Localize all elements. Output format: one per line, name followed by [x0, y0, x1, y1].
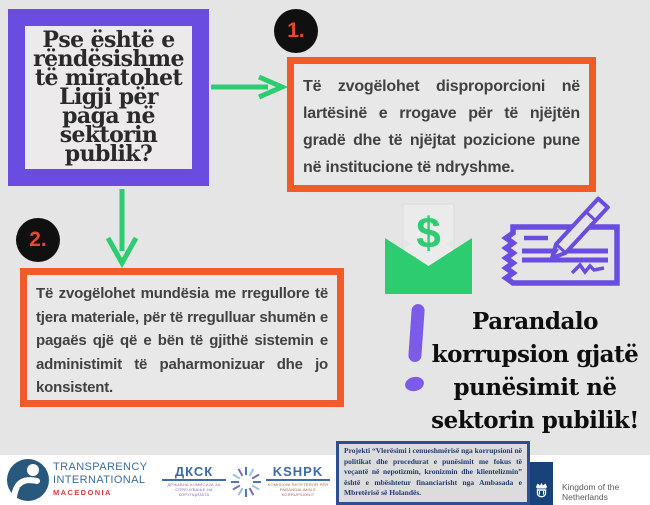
arrow-right-icon [210, 74, 290, 100]
title-line: sektorin [59, 122, 158, 148]
kshpk-latin-block [266, 465, 330, 497]
callout-message [425, 305, 645, 437]
title-line: rëndësishme [33, 46, 184, 72]
dksk-subtitle: ДРЖАВНА КОМИСИЈА ЗА СПРЕЧУВАЊЕ НА КОРУПЦИЈАТА [167, 482, 221, 497]
project-note-box [336, 441, 530, 505]
number-badge-1 [274, 9, 318, 53]
reason-box-2 [20, 268, 344, 407]
starburst-icon [229, 465, 263, 499]
anti-corruption-commission-logo [162, 465, 330, 499]
callout-line: korrupsion gjatë [431, 341, 639, 368]
netherlands-emblem-banner [530, 462, 553, 505]
title-line: paga në [62, 103, 155, 129]
transparency-international-logo-icon [6, 458, 50, 502]
check-signing-icon [500, 196, 625, 291]
number-badge-2 [16, 218, 60, 262]
money-envelope-icon [383, 202, 475, 296]
dksk-acronym: ДКСК [162, 465, 226, 481]
ti-name-line: TRANSPARENCY [53, 461, 148, 473]
reason-box-1 [287, 57, 596, 192]
netherlands-coat-of-arms-icon [533, 482, 550, 499]
badge-number: 2. [29, 228, 47, 251]
project-note-text: Projekti “Vlerësimi i cenueshmërisë nga korrupsioni në politikat dhe procedurat e punësimit me fokus të veçantë në nepotizmin, kronizmin dhe klientelizmin” është e mbështetur financiarisht nga Ambasada e Mbretërisë së Holandës. [344, 446, 522, 498]
reason-2-text: Të zvogëlohet mundësia me rregullore të tjera materiale, për të rregulluar shumën e pagaës qjë që e bën të gjithë sistemin e administimit të paharmonizuar dhe jo konsistent. [36, 285, 328, 396]
callout-line: sektorin pubilik! [431, 407, 639, 434]
dksk-cyrillic-block [162, 465, 226, 497]
callout-line: punësimit në [453, 374, 617, 401]
reason-1-text: Të zvogëlohet disproporcioni në lartësinë e rrogave për të njëjtën gradë dhe të njëjtat pozicione pune në institucione të ndryshme. [303, 78, 580, 176]
title-line: Ligji për [59, 84, 158, 110]
arrow-down-icon [105, 189, 139, 269]
badge-number: 1. [287, 19, 305, 42]
ti-name-line: INTERNATIONAL [53, 474, 146, 486]
exclamation-icon [408, 304, 425, 363]
title-line: Pse është e [42, 27, 175, 53]
callout-line: Parandalo [472, 308, 598, 335]
netherlands-label: Kingdom of the Netherlands [562, 482, 620, 502]
title-line: të miratohet [34, 65, 183, 91]
kshpk-acronym: KSHPK [266, 465, 330, 481]
title-line: publik? [64, 141, 153, 167]
transparency-international-wordmark [53, 461, 147, 497]
kshpk-subtitle: KOMISIONI SHTETËROR PËR PARANDALIMIN E KORRUPSIONIT [267, 482, 329, 497]
exclamation-dot-icon [404, 375, 425, 393]
dollar-sign: $ [416, 209, 441, 258]
title-box [8, 9, 209, 186]
ti-country-label: MACEDONIA [53, 488, 112, 497]
footer [0, 446, 650, 505]
